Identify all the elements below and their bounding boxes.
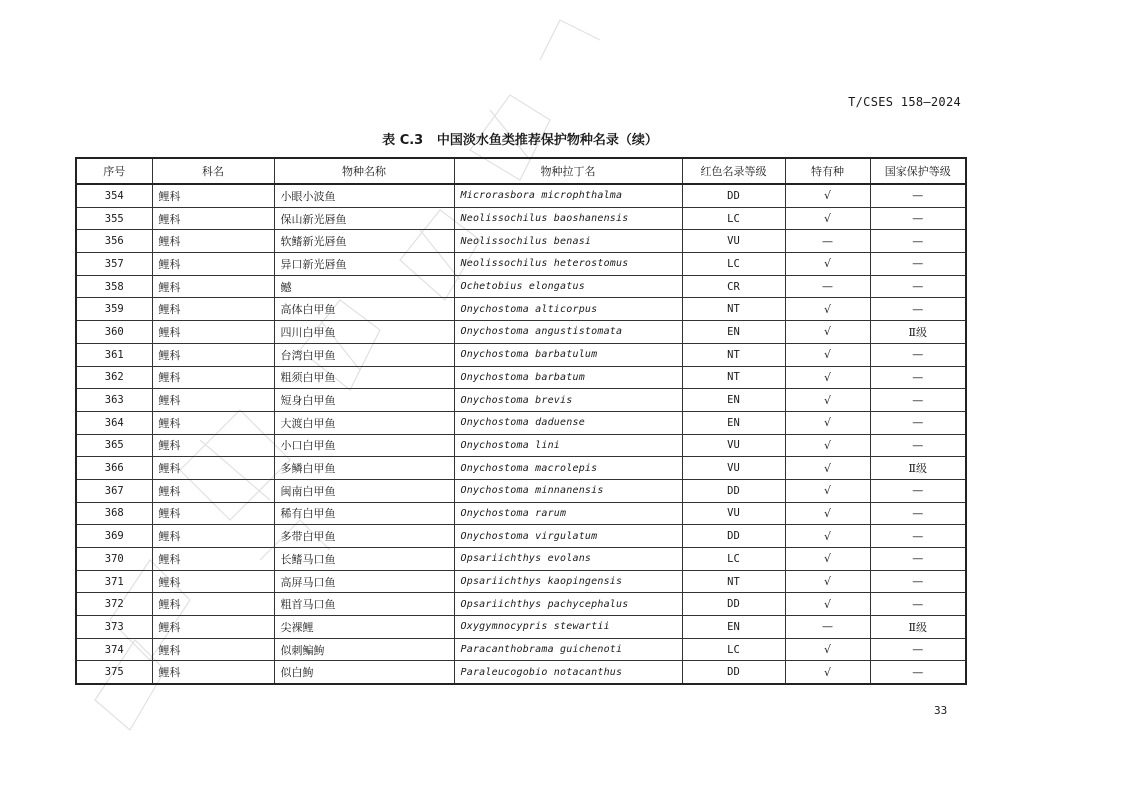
row-endemic: √	[785, 389, 870, 412]
row-family: 鲤科	[152, 616, 274, 639]
table-caption	[0, 129, 1040, 148]
row-species-name: 高体白甲鱼	[274, 298, 454, 321]
row-latin-name: Neolissochilus baoshanensis	[454, 207, 682, 230]
row-protection-level: —	[870, 593, 966, 616]
row-index: 371	[76, 570, 152, 593]
row-red-list: EN	[682, 616, 785, 639]
row-family: 鲤科	[152, 411, 274, 434]
row-latin-name: Neolissochilus benasi	[454, 230, 682, 253]
table-row	[76, 275, 966, 298]
row-red-list: EN	[682, 389, 785, 412]
row-species-name: 小眼小波鱼	[274, 184, 454, 207]
row-endemic: √	[785, 298, 870, 321]
row-protection-level: —	[870, 479, 966, 502]
row-endemic: √	[785, 321, 870, 344]
row-red-list: LC	[682, 253, 785, 276]
row-index: 373	[76, 616, 152, 639]
row-family: 鲤科	[152, 638, 274, 661]
row-family: 鲤科	[152, 275, 274, 298]
row-index: 374	[76, 638, 152, 661]
column-header-red-list: 红色名录等级	[682, 158, 785, 184]
row-endemic: √	[785, 457, 870, 480]
table-caption-label: 表 C.3	[382, 133, 424, 148]
row-endemic: √	[785, 253, 870, 276]
row-species-name: 粗首马口鱼	[274, 593, 454, 616]
row-endemic: √	[785, 661, 870, 684]
row-red-list: NT	[682, 570, 785, 593]
row-red-list: NT	[682, 366, 785, 389]
row-species-name: 粗须白甲鱼	[274, 366, 454, 389]
row-species-name: 异口新光唇鱼	[274, 253, 454, 276]
table-row	[76, 321, 966, 344]
row-red-list: VU	[682, 502, 785, 525]
row-endemic: —	[785, 616, 870, 639]
row-protection-level: —	[870, 638, 966, 661]
row-index: 365	[76, 434, 152, 457]
table-row	[76, 184, 966, 207]
row-family: 鲤科	[152, 253, 274, 276]
row-red-list: VU	[682, 230, 785, 253]
row-protection-level: —	[870, 275, 966, 298]
row-red-list: DD	[682, 661, 785, 684]
row-red-list: DD	[682, 479, 785, 502]
row-index: 368	[76, 502, 152, 525]
row-endemic: √	[785, 548, 870, 571]
row-species-name: 软鳍新光唇鱼	[274, 230, 454, 253]
row-endemic: √	[785, 366, 870, 389]
row-endemic: √	[785, 184, 870, 207]
row-latin-name: Opsariichthys evolans	[454, 548, 682, 571]
row-protection-level: —	[870, 389, 966, 412]
row-latin-name: Onychostoma daduense	[454, 411, 682, 434]
row-endemic: √	[785, 343, 870, 366]
table-row	[76, 593, 966, 616]
row-family: 鲤科	[152, 479, 274, 502]
row-latin-name: Neolissochilus heterostomus	[454, 253, 682, 276]
row-index: 369	[76, 525, 152, 548]
row-protection-level: —	[870, 570, 966, 593]
row-family: 鲤科	[152, 548, 274, 571]
table-row	[76, 253, 966, 276]
row-species-name: 稀有白甲鱼	[274, 502, 454, 525]
row-latin-name: Paracanthobrama guichenoti	[454, 638, 682, 661]
row-protection-level: —	[870, 661, 966, 684]
table-row	[76, 457, 966, 480]
row-latin-name: Onychostoma lini	[454, 434, 682, 457]
row-protection-level: —	[870, 253, 966, 276]
row-red-list: VU	[682, 434, 785, 457]
column-header-family: 科名	[152, 158, 274, 184]
page-number: 33	[934, 704, 948, 717]
row-family: 鲤科	[152, 230, 274, 253]
row-latin-name: Onychostoma rarum	[454, 502, 682, 525]
row-species-name: 似白鮈	[274, 661, 454, 684]
row-family: 鲤科	[152, 321, 274, 344]
table-row	[76, 616, 966, 639]
row-species-name: 小口白甲鱼	[274, 434, 454, 457]
row-species-name: 大渡白甲鱼	[274, 411, 454, 434]
row-index: 358	[76, 275, 152, 298]
row-red-list: DD	[682, 184, 785, 207]
row-latin-name: Onychostoma macrolepis	[454, 457, 682, 480]
row-index: 362	[76, 366, 152, 389]
table-row	[76, 479, 966, 502]
column-header-index: 序号	[76, 158, 152, 184]
row-red-list: LC	[682, 638, 785, 661]
row-latin-name: Onychostoma minnanensis	[454, 479, 682, 502]
row-species-name: 多鳞白甲鱼	[274, 457, 454, 480]
table-header-row	[76, 158, 966, 184]
row-family: 鲤科	[152, 343, 274, 366]
row-protection-level: —	[870, 366, 966, 389]
row-index: 356	[76, 230, 152, 253]
table-row	[76, 411, 966, 434]
row-species-name: 长鳍马口鱼	[274, 548, 454, 571]
table-body	[76, 184, 966, 684]
row-endemic: —	[785, 275, 870, 298]
row-species-name: 四川白甲鱼	[274, 321, 454, 344]
row-latin-name: Onychostoma virgulatum	[454, 525, 682, 548]
row-species-name: 似刺鳊鮈	[274, 638, 454, 661]
column-header-latin-name: 物种拉丁名	[454, 158, 682, 184]
row-family: 鲤科	[152, 570, 274, 593]
row-species-name: 多带白甲鱼	[274, 525, 454, 548]
row-index: 370	[76, 548, 152, 571]
row-red-list: NT	[682, 343, 785, 366]
row-family: 鲤科	[152, 366, 274, 389]
row-index: 367	[76, 479, 152, 502]
row-endemic: √	[785, 638, 870, 661]
table-row	[76, 548, 966, 571]
table-row	[76, 434, 966, 457]
row-red-list: CR	[682, 275, 785, 298]
row-index: 354	[76, 184, 152, 207]
row-protection-level: —	[870, 343, 966, 366]
row-endemic: √	[785, 502, 870, 525]
row-species-name: 高屏马口鱼	[274, 570, 454, 593]
table-row	[76, 207, 966, 230]
row-red-list: LC	[682, 207, 785, 230]
row-endemic: √	[785, 479, 870, 502]
row-latin-name: Onychostoma angustistomata	[454, 321, 682, 344]
row-endemic: √	[785, 434, 870, 457]
row-endemic: √	[785, 593, 870, 616]
species-table	[75, 157, 967, 685]
row-family: 鲤科	[152, 593, 274, 616]
row-latin-name: Opsariichthys kaopingensis	[454, 570, 682, 593]
row-index: 361	[76, 343, 152, 366]
row-species-name: 闽南白甲鱼	[274, 479, 454, 502]
table-row	[76, 502, 966, 525]
row-red-list: EN	[682, 321, 785, 344]
row-protection-level: Ⅱ级	[870, 457, 966, 480]
row-protection-level: —	[870, 411, 966, 434]
row-index: 355	[76, 207, 152, 230]
row-red-list: EN	[682, 411, 785, 434]
row-endemic: √	[785, 207, 870, 230]
row-protection-level: —	[870, 502, 966, 525]
column-header-endemic: 特有种	[785, 158, 870, 184]
row-red-list: NT	[682, 298, 785, 321]
row-latin-name: Onychostoma alticorpus	[454, 298, 682, 321]
row-index: 363	[76, 389, 152, 412]
row-family: 鲤科	[152, 525, 274, 548]
row-species-name: 鳡	[274, 275, 454, 298]
row-family: 鲤科	[152, 661, 274, 684]
row-latin-name: Oxygymnocypris stewartii	[454, 616, 682, 639]
row-family: 鲤科	[152, 389, 274, 412]
row-family: 鲤科	[152, 207, 274, 230]
row-red-list: LC	[682, 548, 785, 571]
row-family: 鲤科	[152, 457, 274, 480]
row-family: 鲤科	[152, 298, 274, 321]
table-row	[76, 570, 966, 593]
row-protection-level: Ⅱ级	[870, 616, 966, 639]
row-family: 鲤科	[152, 434, 274, 457]
row-latin-name: Microrasbora microphthalma	[454, 184, 682, 207]
row-red-list: VU	[682, 457, 785, 480]
row-protection-level: —	[870, 434, 966, 457]
row-species-name: 尖裸鲤	[274, 616, 454, 639]
row-index: 366	[76, 457, 152, 480]
table-row	[76, 661, 966, 684]
row-protection-level: —	[870, 207, 966, 230]
table-row	[76, 343, 966, 366]
row-index: 364	[76, 411, 152, 434]
row-index: 372	[76, 593, 152, 616]
table-row	[76, 230, 966, 253]
row-red-list: DD	[682, 525, 785, 548]
table-row	[76, 638, 966, 661]
row-endemic: —	[785, 230, 870, 253]
row-index: 375	[76, 661, 152, 684]
row-latin-name: Onychostoma barbatum	[454, 366, 682, 389]
row-endemic: √	[785, 525, 870, 548]
column-header-protection-level: 国家保护等级	[870, 158, 966, 184]
row-family: 鲤科	[152, 502, 274, 525]
row-index: 357	[76, 253, 152, 276]
row-species-name: 台湾白甲鱼	[274, 343, 454, 366]
row-latin-name: Ochetobius elongatus	[454, 275, 682, 298]
row-endemic: √	[785, 411, 870, 434]
table-caption-title: 中国淡水鱼类推荐保护物种名录（续）	[436, 133, 658, 148]
row-protection-level: —	[870, 525, 966, 548]
row-red-list: DD	[682, 593, 785, 616]
table-row	[76, 298, 966, 321]
table-row	[76, 525, 966, 548]
row-latin-name: Paraleucogobio notacanthus	[454, 661, 682, 684]
row-latin-name: Onychostoma brevis	[454, 389, 682, 412]
row-protection-level: —	[870, 548, 966, 571]
row-index: 360	[76, 321, 152, 344]
row-protection-level: —	[870, 230, 966, 253]
standard-number: T/CSES 158—2024	[848, 95, 961, 109]
row-species-name: 保山新光唇鱼	[274, 207, 454, 230]
table-row	[76, 366, 966, 389]
row-index: 359	[76, 298, 152, 321]
row-protection-level: —	[870, 298, 966, 321]
column-header-species-name: 物种名称	[274, 158, 454, 184]
table-row	[76, 389, 966, 412]
row-species-name: 短身白甲鱼	[274, 389, 454, 412]
row-family: 鲤科	[152, 184, 274, 207]
row-latin-name: Opsariichthys pachycephalus	[454, 593, 682, 616]
row-latin-name: Onychostoma barbatulum	[454, 343, 682, 366]
row-protection-level: Ⅱ级	[870, 321, 966, 344]
row-endemic: √	[785, 570, 870, 593]
row-protection-level: —	[870, 184, 966, 207]
